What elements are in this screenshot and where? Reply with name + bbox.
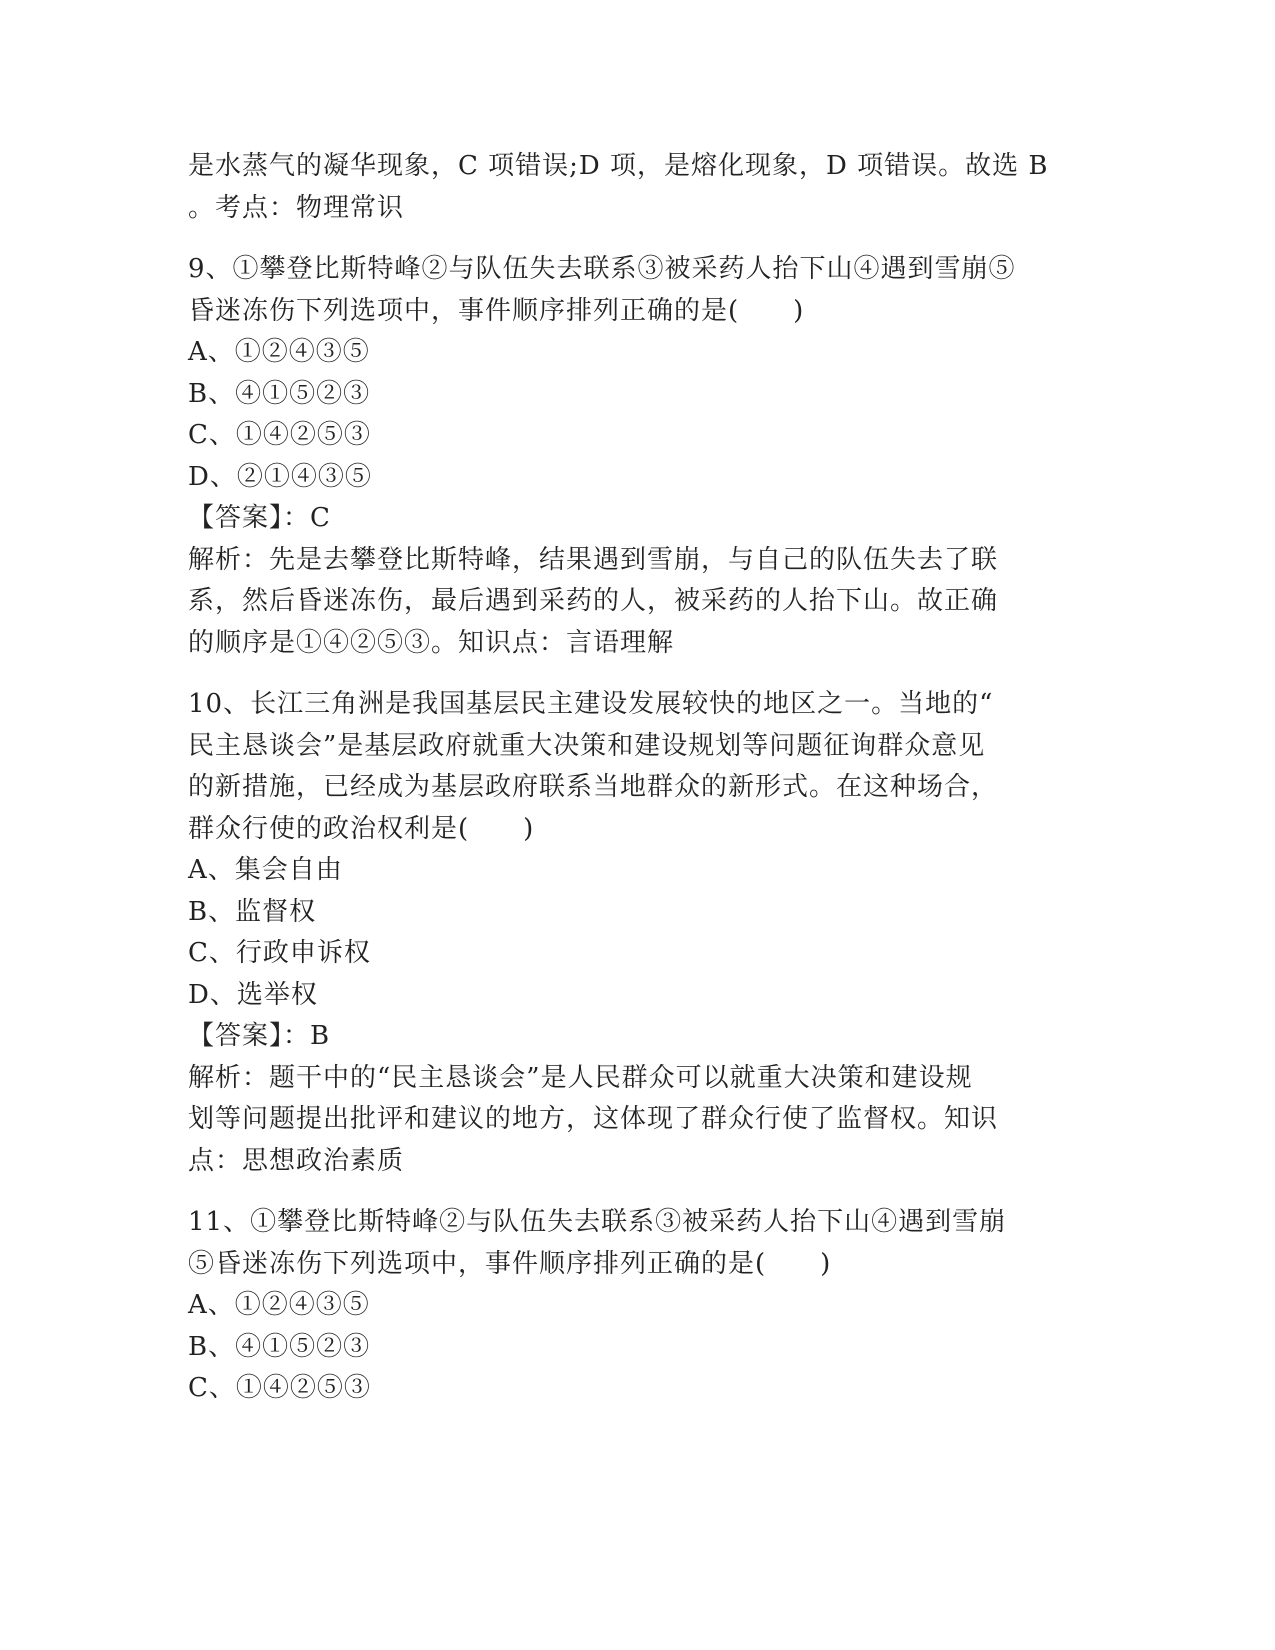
question-9 (188, 249, 1068, 664)
answer-label: 【答案】：C (188, 503, 331, 533)
option-a: A、①②④③⑤ (188, 1290, 370, 1320)
question-stem: 11、①攀登比斯特峰②与队伍失去联系③被采药人抬下山④遇到雪崩 (188, 1207, 1007, 1237)
explanation-line: 点：思想政治素质 (188, 1145, 405, 1176)
explanation-line: 解析：题干中的“民主恳谈会”是人民群众可以就重大决策和建设规 (188, 1062, 973, 1093)
option-c: C、①④②⑤③ (188, 1373, 371, 1403)
explanation-line: 解析：先是去攀登比斯特峰，结果遇到雪崩，与自己的队伍失去了联 (188, 544, 999, 575)
explanation-line: 系，然后昏迷冻伤，最后遇到采药的人，被采药的人抬下山。故正确 (188, 586, 999, 616)
question-stem: 10、长江三角洲是我国基层民主建设发展较快的地区之一。当地的“ (188, 689, 994, 719)
intro-paragraph (188, 146, 1068, 229)
option-a: A、集会自由 (188, 855, 343, 885)
explanation-line: 的顺序是①④②⑤③。知识点：言语理解 (188, 627, 675, 658)
option-d: D、选举权 (188, 979, 318, 1010)
option-c: C、行政申诉权 (188, 938, 371, 968)
page-content (188, 146, 1068, 1410)
question-10 (188, 684, 1068, 1182)
option-a: A、①②④③⑤ (188, 337, 370, 367)
option-b: B、监督权 (188, 896, 317, 927)
question-11 (188, 1202, 1068, 1410)
question-stem: 昏迷冻伤下列选项中，事件顺序排列正确的是( ) (188, 295, 805, 326)
text-line: 是水蒸气的凝华现象，C 项错误;D 项，是熔化现象，D 项错误。故选 B (188, 151, 1049, 181)
question-stem: 9、①攀登比斯特峰②与队伍失去联系③被采药人抬下山④遇到雪崩⑤ (188, 254, 1016, 284)
question-stem: 民主恳谈会”是基层政府就重大决策和建设规划等问题征询群众意见 (188, 730, 986, 761)
option-b: B、④①⑤②③ (188, 1331, 371, 1362)
option-c: C、①④②⑤③ (188, 420, 371, 450)
option-d: D、②①④③⑤ (188, 461, 372, 492)
question-stem: 群众行使的政治权利是( ) (188, 813, 535, 844)
option-b: B、④①⑤②③ (188, 378, 371, 409)
text-line: 。考点：物理常识 (188, 192, 405, 223)
question-stem: ⑤昏迷冻伤下列选项中，事件顺序排列正确的是( ) (188, 1248, 832, 1279)
question-stem: 的新措施，已经成为基层政府联系当地群众的新形式。在这种场合， (188, 772, 999, 802)
explanation-line: 划等问题提出批评和建议的地方，这体现了群众行使了监督权。知识 (188, 1104, 999, 1134)
answer-label: 【答案】：B (188, 1021, 331, 1051)
